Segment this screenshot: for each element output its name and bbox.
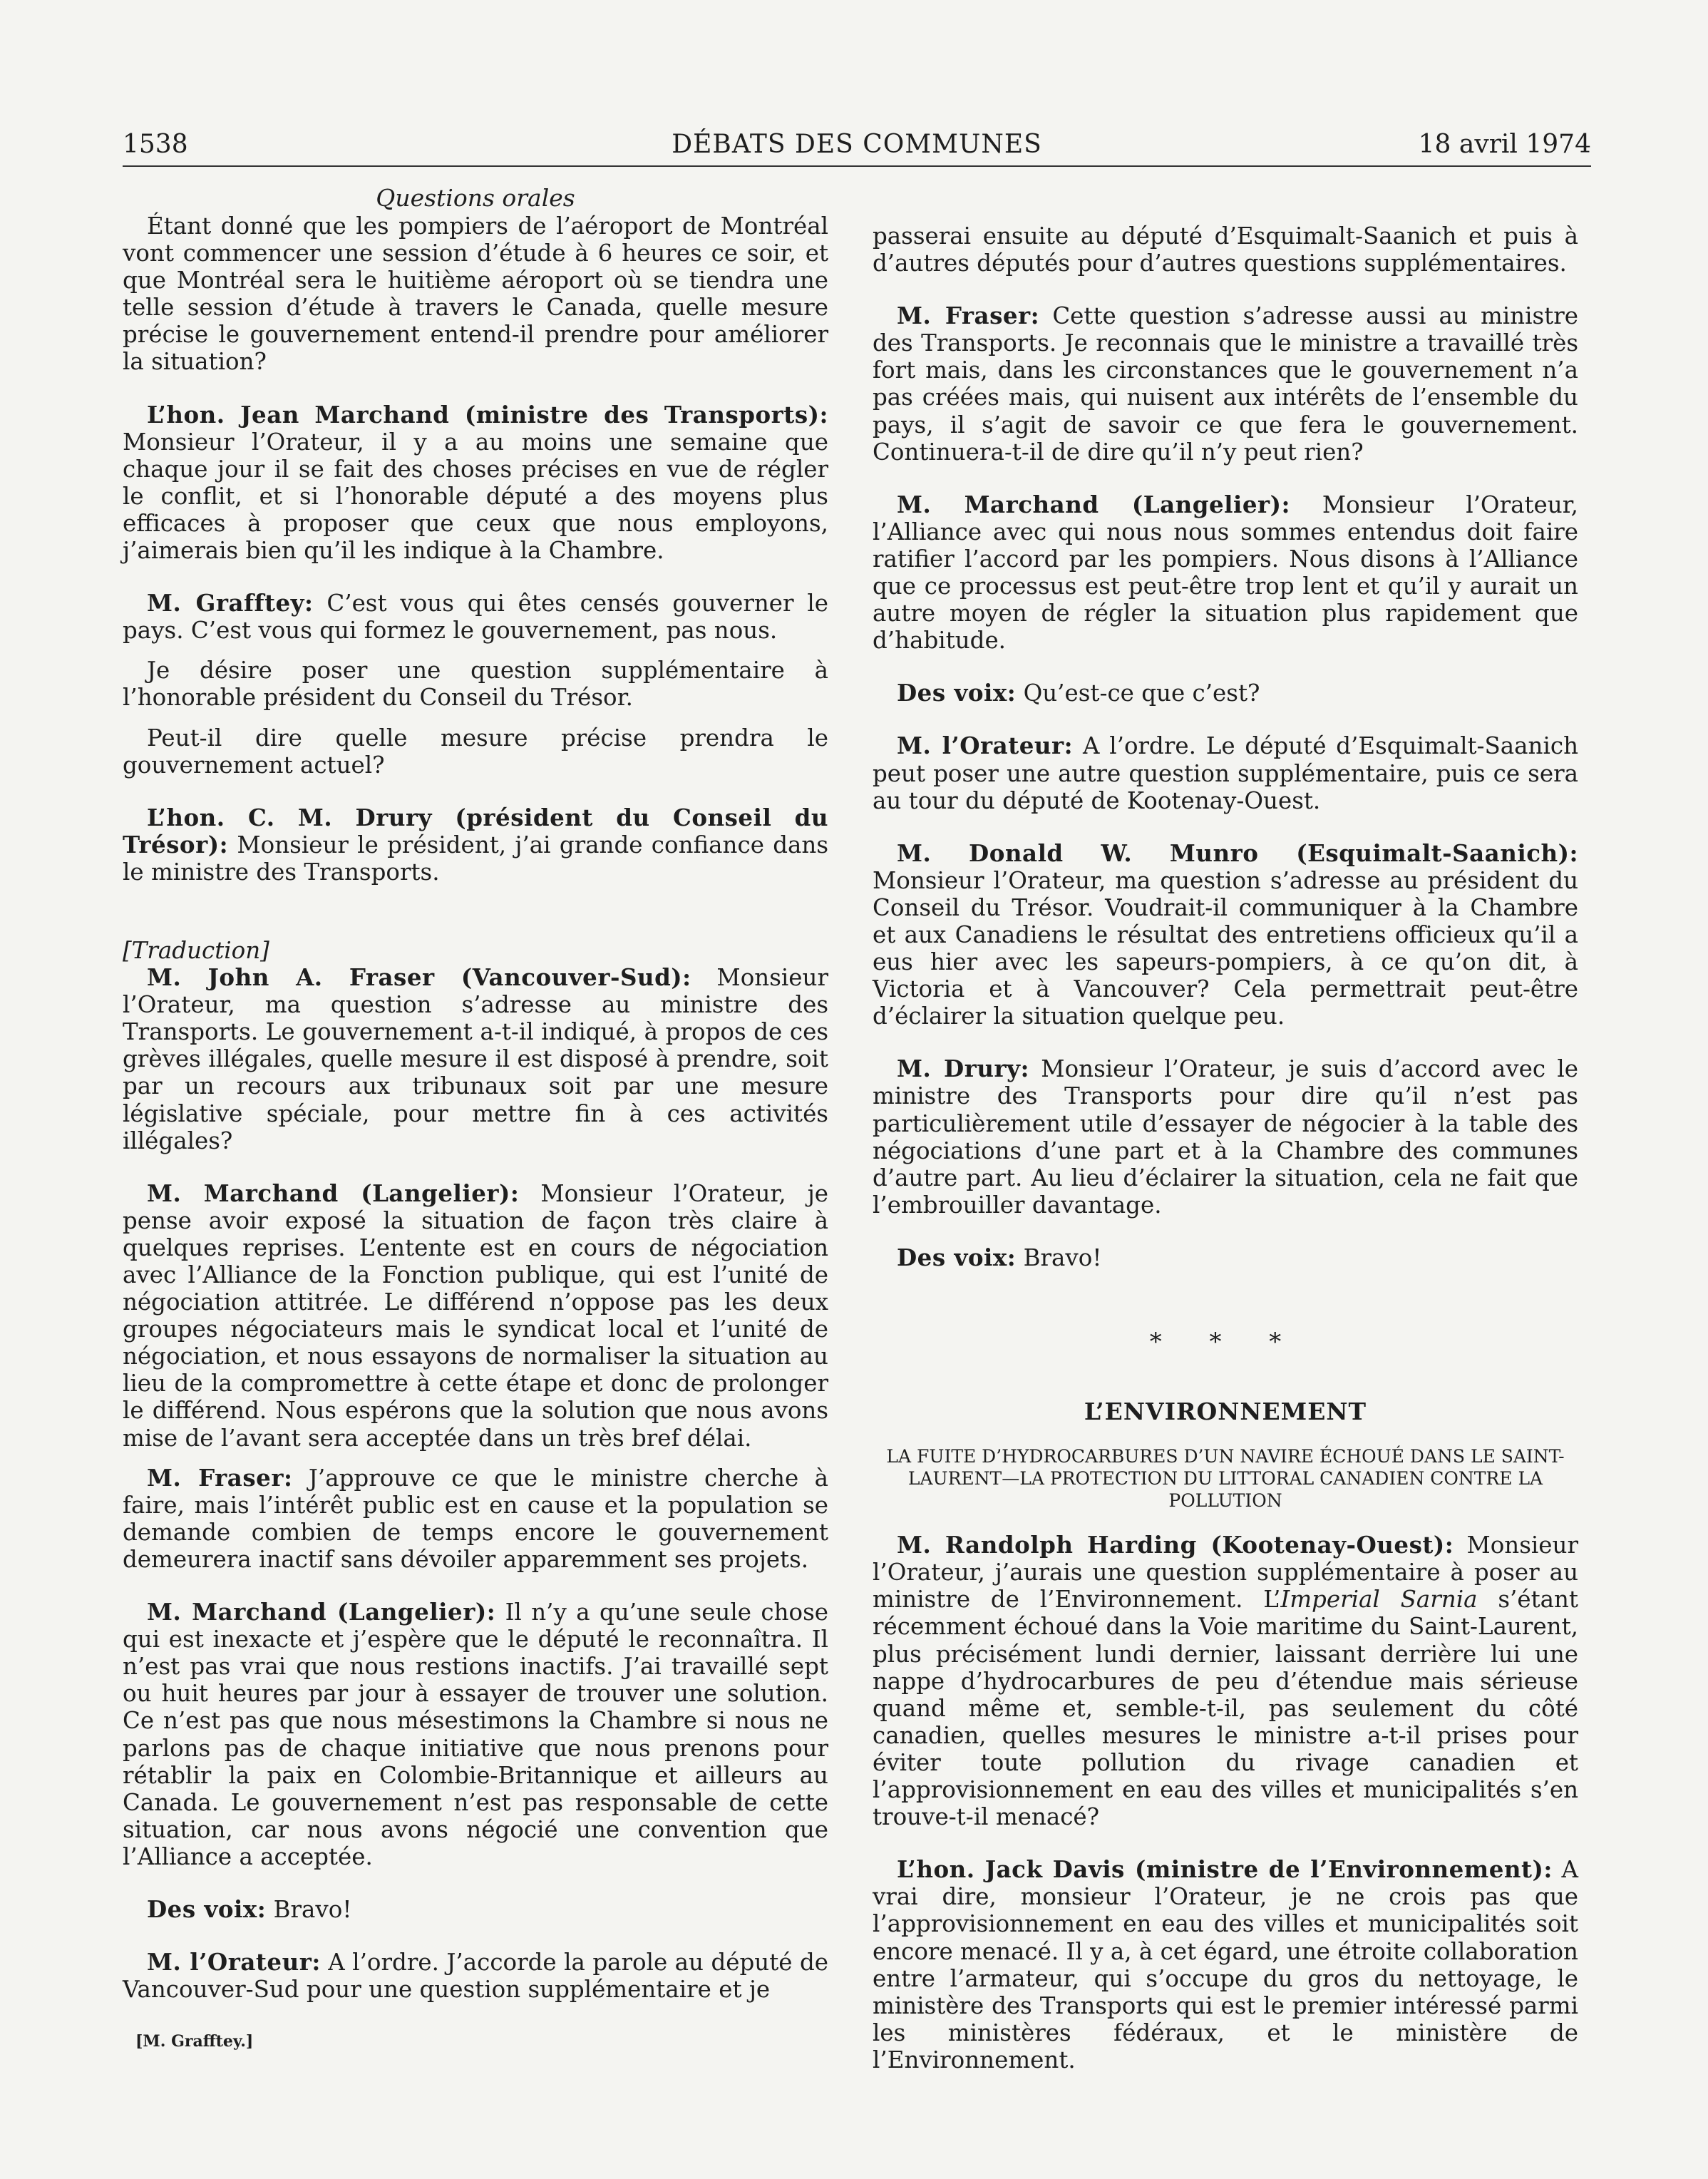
- speaker: M. Donald W. Munro (Esquimalt-Saanich):: [897, 839, 1578, 867]
- speech: A vrai dire, monsieur l’Orateur, je ne crois pas que l’approvisionnement en eau des villes et municipalités soit encore menacé. Il y a, à cet égard, une étroite collaboration entre l’armateur, qui s’occupe du gros du nettoyage, le ministère des Transports qui est le premier intéressé parmi les ministères fédéraux, et le ministère de l’Environnement.: [873, 1856, 1578, 2073]
- paragraph: [123, 1180, 828, 1452]
- speaker: M. John A. Fraser (Vancouver-Sud):: [147, 963, 691, 992]
- paragraph: [123, 590, 828, 644]
- speech: A l’ordre. Le député d’Esquimalt-Saanich peut poser une autre question supplémentaire, puis ce sera au tour du député de Kootenay-Ouest.: [873, 732, 1579, 814]
- page-header: [123, 127, 1591, 167]
- speech: C’est vous qui êtes censés gouverner le pays. C’est vous qui formez le gouvernement, pas nous.: [123, 590, 829, 645]
- speech: Cette question s’adresse aussi au ministre des Transports. Je reconnais que le ministre a travaillé très fort mais, dans les circonstances que le gouvernement n’a pas créées mais, qui nuisent aux intérêts de l’ensemble du pays, il s’agit de savoir ce que fera le gouvernement. Continuera-t-il de dire qu’il n’y peut rien?: [873, 302, 1578, 466]
- paragraph: passerai ensuite au député d’Esquimalt-Saanich et puis à d’autres députés pour d’autres questions supplémentaires.: [873, 222, 1578, 277]
- paragraph: [873, 1532, 1578, 1830]
- speech: Monsieur l’Orateur, l’Alliance avec qui nous nous sommes entendus doit faire ratifier l’accord par les pompiers. Nous disons à l’Alliance que ce processus est peut-être trop lent et qu’il y aurait un autre moyen de régler la situation plus rapidement que d’habitude.: [873, 491, 1579, 655]
- section-heading: Questions orales: [376, 184, 575, 212]
- right-column: [873, 222, 1578, 2073]
- section-title: L’ENVIRONNEMENT: [1084, 1398, 1367, 1426]
- speaker: M. Fraser:: [147, 1463, 293, 1492]
- paragraph: [873, 680, 1578, 707]
- speaker: M. l’Orateur:: [897, 732, 1074, 760]
- paragraph: Je désire poser une question supplémentaire à l’honorable président du Conseil du Trésor.: [123, 657, 828, 712]
- speaker: Des voix:: [897, 1243, 1017, 1271]
- paragraph: [873, 1244, 1578, 1271]
- speaker: M. l’Orateur:: [147, 1948, 321, 1977]
- speaker: M. Marchand (Langelier):: [897, 490, 1291, 518]
- speaker-footer-tag: [M. Grafftey.]: [135, 2032, 254, 2051]
- paragraph: [873, 732, 1578, 814]
- paragraph: [123, 401, 828, 565]
- paragraph: [873, 302, 1578, 466]
- speaker: M. Randolph Harding (Kootenay-Ouest):: [897, 1531, 1454, 1559]
- paragraph: [123, 1599, 828, 1870]
- paragraph: [123, 1465, 828, 1573]
- speaker: M. Fraser:: [897, 302, 1040, 330]
- speaker: L’hon. C. M. Drury (président du Conseil du Trésor):: [123, 803, 828, 858]
- speech: Monsieur l’Orateur, je suis d’accord avec le ministre des Transports pour dire qu’il n’est pas particulièrement utile d’essayer de négocier à la table des négociations d’une part et à la Chambre des communes d’autre part. Au lieu d’éclairer la situation, cela ne fait que l’embrouiller davantage.: [873, 1055, 1578, 1219]
- paragraph: [123, 1896, 828, 1923]
- paragraph: [873, 1856, 1578, 2073]
- section-subtitle: LA FUITE D’HYDROCARBURES D’UN NAVIRE ÉCHOUÉ DANS LE SAINT-LAURENT—LA PROTECTION DU LITTORAL CANADIEN CONTRE LA POLLUTION: [886, 1446, 1565, 1512]
- speech: J’approuve ce que le ministre cherche à faire, mais l’intérêt public est en cause et la population se demande combien de temps encore le gouvernement demeurera inactif sans dévoiler apparemment ses projets.: [123, 1464, 828, 1573]
- paragraph: [873, 840, 1578, 1030]
- page-number: 1538: [123, 130, 188, 159]
- speaker: M. Drury:: [897, 1055, 1030, 1083]
- speech: Il n’y a qu’une seule chose qui est inexacte et j’espère que le député le reconnaîtra. Il n’est pas vrai que nous restions inactifs. J’ai travaillé sept ou huit heures par jour à essayer de trouver une solution. Ce n’est pas que nous mésestimons la Chambre si nous ne parlons pas de chaque initiative que nous prenons pour rétablir la paix en Colombie-Britannique et ailleurs au Canada. Le gouvernement n’est pas responsable de cette situation, car nous avons négocié une convention que l’Alliance a acceptée.: [123, 1599, 828, 1870]
- paragraph: [123, 804, 828, 886]
- speech: Bravo!: [1016, 1244, 1102, 1271]
- speaker: Des voix:: [147, 1895, 267, 1923]
- publication-title: DÉBATS DES COMMUNES: [672, 130, 1042, 159]
- paragraph: [123, 964, 828, 1154]
- speaker: M. Marchand (Langelier):: [147, 1179, 520, 1207]
- speech: A l’ordre. J’accorde la parole au député de Vancouver-Sud pour une question supplémentaire et je: [123, 1949, 828, 2004]
- paragraph: [873, 1055, 1578, 1219]
- speech: Bravo!: [266, 1895, 352, 1923]
- speech: s’étant récemment échoué dans la Voie maritime du Saint-Laurent, plus précisément lundi dernier, laissant derrière lui une nappe d’hydrocarbures de peu d’étendue mais sérieuse quand même et, semble-t-il, pas seulement du côté canadien, quelles mesures le ministre a-t-il prises pour éviter toute pollution du rivage canadien et l’approvisionnement en eau des villes et municipalités s’en trouve-t-il menacé?: [873, 1586, 1578, 1831]
- speech: Monsieur l’Orateur, il y a au moins une semaine que chaque jour il se fait des choses précises en vue de régler le conflit, et si l’honorable député a des moyens plus efficaces à proposer que ceux que nous employons, j’aimerais bien qu’il les indique à la Chambre.: [123, 428, 828, 565]
- speech: Monsieur l’Orateur, j’aurais une question supplémentaire à poser au ministre de l’Environnement. L’: [873, 1532, 1578, 1614]
- speech: Monsieur le président, j’ai grande confiance dans le ministre des Transports.: [123, 831, 828, 886]
- speech: Qu’est-ce que c’est?: [1016, 680, 1260, 707]
- speaker: M. Marchand (Langelier):: [147, 1598, 496, 1626]
- speech: Monsieur l’Orateur, je pense avoir exposé la situation de façon très claire à quelques reprises. L’entente est en cours de négociation avec l’Alliance de la Fonction publique, qui est l’unité de négociation attitrée. Le différend n’oppose pas les deux groupes négociateurs mais le syndicat local et l’unité de négociation, et nous essayons de normaliser la situation au lieu de la compromettre à cette étape et donc de prolonger le différend. Nous espérons que la solution que nous avons mise de l’avant sera acceptée dans un très bref délai.: [123, 1179, 829, 1452]
- speaker: M. Grafftey:: [147, 589, 314, 617]
- section-separator: * * *: [1149, 1328, 1302, 1356]
- speaker: Des voix:: [897, 679, 1017, 707]
- paragraph: Étant donné que les pompiers de l’aéroport de Montréal vont commencer une session d’étude à 6 heures ce soir, et que Montréal sera le huitième aéroport où se tiendra une telle session d’étude à travers le Canada, quelle mesure précise le gouvernement entend-il prendre pour améliorer la situation?: [123, 212, 828, 376]
- speaker: L’hon. Jean Marchand (ministre des Transports):: [147, 400, 828, 429]
- speaker: L’hon. Jack Davis (ministre de l’Environnement):: [897, 1855, 1553, 1884]
- paragraph: Peut-il dire quelle mesure précise prendra le gouvernement actuel?: [123, 724, 828, 779]
- speech: Monsieur l’Orateur, ma question s’adresse au ministre des Transports. Le gouvernement a-t-il indiqué, à propos de ces grèves illégales, quelle mesure il est disposé à prendre, soit par un recours aux tribunaux soit par une mesure législative spéciale, pour mettre fin à ces activités illégales?: [123, 964, 828, 1154]
- translation-marker: [Traduction]: [123, 936, 269, 964]
- paragraph: [123, 1949, 828, 2003]
- speech: Monsieur l’Orateur, ma question s’adresse au président du Conseil du Trésor. Voudrait-il communiquer à la Chambre et aux Canadiens le résultat des entretiens officieux qu’il a eus hier avec les sapeurs-pompiers, à ce qu’on dit, à Victoria et à Vancouver? Cela permettrait peut-être d’éclairer la situation quelque peu.: [873, 866, 1578, 1030]
- left-column: [123, 184, 828, 2003]
- ship-name: Imperial Sarnia: [1280, 1586, 1478, 1614]
- paragraph: [873, 491, 1578, 655]
- page-date: 18 avril 1974: [1418, 130, 1591, 159]
